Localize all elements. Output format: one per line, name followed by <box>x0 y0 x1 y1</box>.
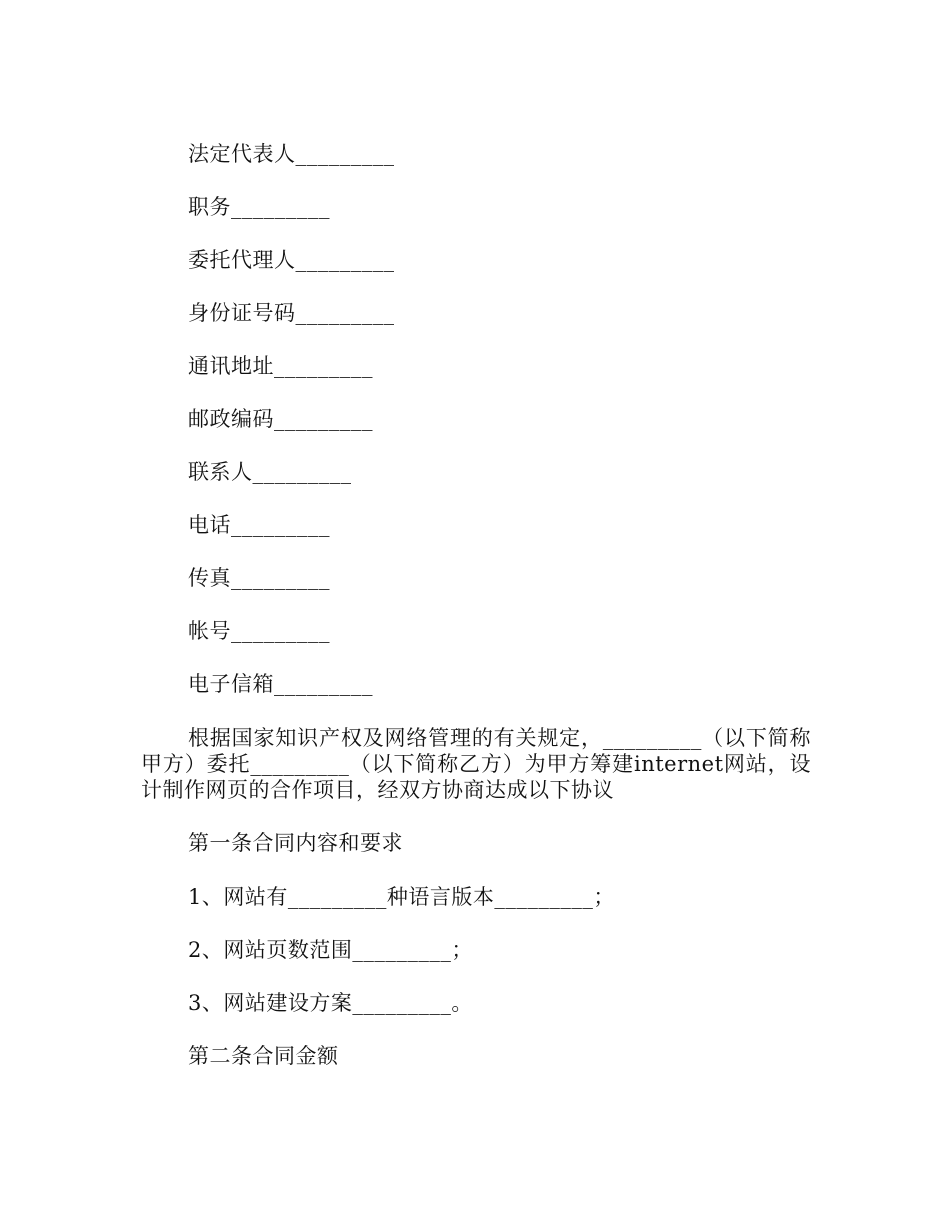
field-contact-person: 联系人_________ <box>188 460 352 484</box>
article-2-heading: 第二条合同金额 <box>188 1044 339 1068</box>
field-fax: 传真_________ <box>188 566 330 590</box>
intro-paragraph: 根据国家知识产权及网络管理的有关规定，_________（以下简称甲方）委托_________（以下简称乙方）为甲方筹建internet网站，设计制作网页的合作项目，经双方协商达成以下协议 <box>141 726 811 802</box>
field-legal-representative: 法定代表人_________ <box>188 142 395 166</box>
field-id-number: 身份证号码_________ <box>188 301 395 325</box>
field-email: 电子信箱_________ <box>188 672 373 696</box>
field-phone: 电话_________ <box>188 513 330 537</box>
field-entrusted-agent: 委托代理人_________ <box>188 248 395 272</box>
article-1-item-3: 3、网站建设方案_________。 <box>188 991 473 1015</box>
field-postal-code: 邮政编码_________ <box>188 407 373 431</box>
article-1-heading: 第一条合同内容和要求 <box>188 831 403 855</box>
field-mailing-address: 通讯地址_________ <box>188 354 373 378</box>
field-position: 职务_________ <box>188 195 330 219</box>
article-1-item-2: 2、网站页数范围_________； <box>188 938 473 962</box>
article-1-item-1: 1、网站有_________种语言版本_________； <box>188 885 615 909</box>
field-account: 帐号_________ <box>188 619 330 643</box>
